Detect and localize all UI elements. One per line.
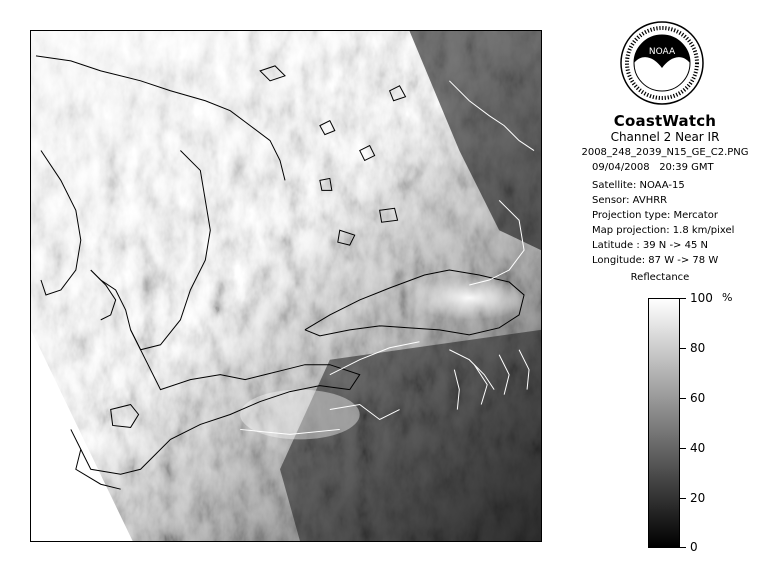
- satellite-image: [30, 30, 542, 542]
- colorbar-tick-label: 100: [690, 291, 713, 305]
- longitude-line: Longitude: 87 W -> 78 W: [592, 255, 719, 266]
- latitude-line: Latitude : 39 N -> 45 N: [592, 240, 708, 251]
- channel-title: Channel 2 Near IR: [610, 130, 720, 144]
- colorbar-tick-label: 20: [690, 491, 706, 505]
- colorbar-tick: [680, 348, 686, 349]
- colorbar-tick-label: 60: [690, 391, 706, 405]
- projection-type-line: Projection type: Mercator: [592, 210, 718, 221]
- colorbar: [648, 298, 680, 548]
- satellite-line: Satellite: NOAA-15: [592, 180, 685, 191]
- date: 09/04/2008: [592, 162, 650, 173]
- colorbar-tick-label: 80: [690, 341, 706, 355]
- datetime: [592, 162, 714, 173]
- noaa-logo: [619, 20, 705, 106]
- legend-unit: %: [722, 291, 733, 304]
- product-title: CoastWatch: [613, 112, 717, 130]
- time: 20:39 GMT: [659, 162, 714, 173]
- filename: 2008_248_2039_N15_GE_C2.PNG: [581, 147, 749, 158]
- colorbar-tick: [680, 298, 686, 299]
- lake-ontario-bright: [410, 276, 530, 320]
- colorbar-tick: [680, 398, 686, 399]
- colorbar-tick-label: 40: [690, 441, 706, 455]
- sensor-line: Sensor: AVHRR: [592, 195, 668, 206]
- legend-title: Reflectance: [630, 272, 690, 283]
- colorbar-tick-label: 0: [690, 540, 698, 554]
- noaa-logo-text: NOAA: [648, 47, 676, 57]
- colorbar-tick: [680, 547, 686, 548]
- colorbar-tick: [680, 448, 686, 449]
- satellite-image-svg: [31, 31, 541, 541]
- map-projection-line: Map projection: 1.8 km/pixel: [592, 225, 735, 236]
- lake-erie-bright: [240, 390, 360, 440]
- colorbar-tick: [680, 498, 686, 499]
